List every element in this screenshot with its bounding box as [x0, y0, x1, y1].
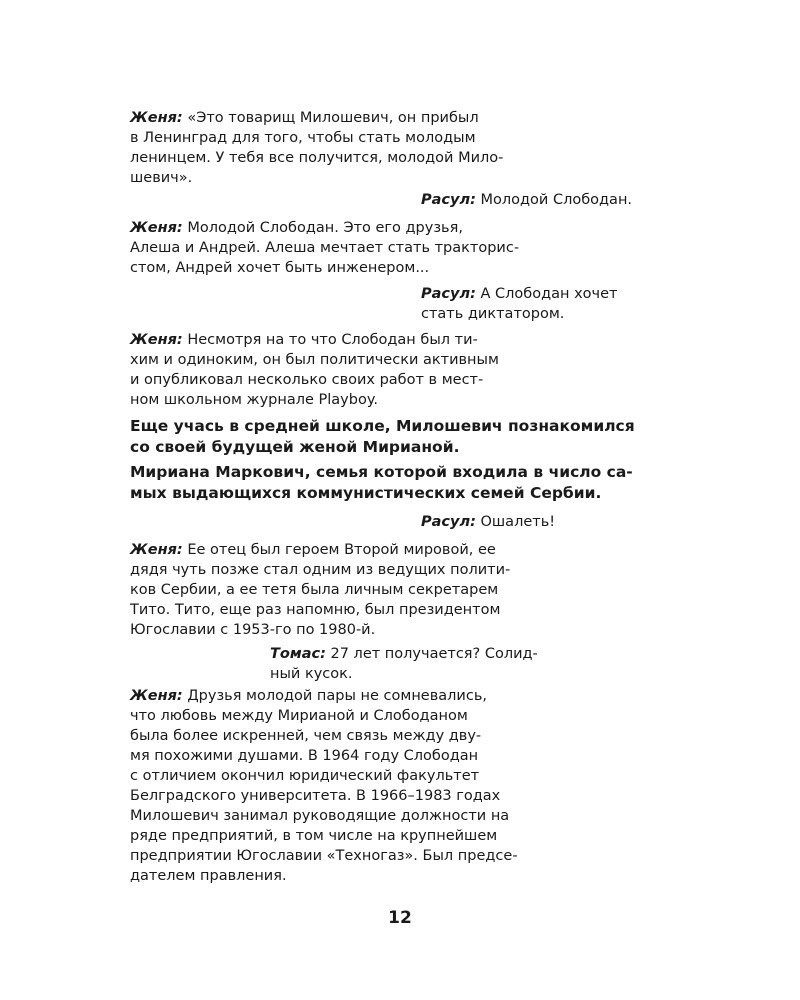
speaker-name: Женя: [130, 110, 183, 126]
text-line: Расул: А Слободан хочет [421, 286, 618, 302]
text-line: и опубликовал несколько своих работ в мест- [130, 372, 484, 388]
speaker-name: Женя: [130, 688, 183, 704]
dialogue-rasul-2 [421, 284, 618, 324]
speaker-name: Женя: [130, 332, 183, 348]
text-line: с отличием окончил юридический факультет [130, 768, 480, 784]
dialogue-tomas-1 [270, 644, 538, 684]
dialogue-zhenya-1 [130, 108, 503, 188]
text-line: мя похожими душами. В 1964 году Слободан [130, 748, 479, 764]
text-line: в Ленинград для того, чтобы стать молодым [130, 130, 476, 146]
text-line: Женя: Ее отец был героем Второй мировой, ее [130, 542, 496, 558]
text-line: была более искренней, чем связь между дву- [130, 728, 482, 744]
text-line: Тито. Тито, еще раз напомню, был президентом [130, 602, 501, 618]
text-line: Томас: 27 лет получается? Солид- [270, 646, 538, 662]
text-line: Расул: Ошалеть! [421, 514, 556, 530]
text-line: стать диктатором. [421, 306, 565, 322]
text-line: Югославии с 1953-го по 1980-й. [130, 622, 376, 638]
dialogue-zhenya-5 [130, 686, 518, 886]
text-line: Женя: «Это товарищ Милошевич, он прибыл [130, 110, 479, 126]
text-line: что любовь между Мирианой и Слободаном [130, 708, 468, 724]
narration-1 [130, 416, 635, 458]
text-line: Расул: Молодой Слободан. [421, 192, 633, 208]
speaker-name: Женя: [130, 220, 183, 236]
dialogue-rasul-3 [421, 512, 555, 532]
speaker-name: Томас: [270, 646, 326, 662]
text-line: Милошевич занимал руководящие должности на [130, 808, 510, 824]
narration-line: мых выдающихся коммунистических семей Сербии. [130, 484, 602, 502]
text-line: Женя: Молодой Слободан. Это его друзья, [130, 220, 463, 236]
text-line: ленинцем. У тебя все получится, молодой Мило- [130, 150, 504, 166]
dialogue-zhenya-4 [130, 540, 510, 640]
text-line: ряде предприятий, в том числе на крупнейшем [130, 828, 498, 844]
speaker-name: Расул: [421, 192, 476, 208]
text-line: предприятии Югославии «Техногаз». Был предсе- [130, 848, 518, 864]
narration-line: Мириана Маркович, семья которой входила в число са- [130, 463, 633, 481]
speaker-name: Расул: [421, 514, 476, 530]
text-line: Женя: Несмотря на то что Слободан был ти- [130, 332, 478, 348]
dialogue-zhenya-2 [130, 218, 519, 278]
speaker-name: Расул: [421, 286, 476, 302]
text-line: дядя чуть позже стал одним из ведущих полити- [130, 562, 511, 578]
speaker-name: Женя: [130, 542, 183, 558]
narration-line: со своей будущей женой Мирианой. [130, 438, 460, 456]
text-line: ный кусок. [270, 666, 353, 682]
text-line: Алеша и Андрей. Алеша мечтает стать тракторис- [130, 240, 520, 256]
dialogue-rasul-1 [421, 190, 632, 210]
text-line: Белградского университета. В 1966–1983 годах [130, 788, 501, 804]
text-line: хим и одиноким, он был политически активным [130, 352, 499, 368]
text-line: стом, Андрей хочет быть инженером... [130, 260, 430, 276]
text-line: ном школьном журнале Playboy. [130, 392, 378, 408]
narration-line: Еще учась в средней школе, Милошевич познакомился [130, 417, 635, 435]
text-line: ков Сербии, а ее тетя была личным секретарем [130, 582, 499, 598]
text-line: дателем правления. [130, 868, 287, 884]
narration-2 [130, 462, 633, 504]
text-line: шевич». [130, 170, 193, 186]
page-number: 12 [388, 908, 412, 928]
text-line: Женя: Друзья молодой пары не сомневались, [130, 688, 487, 704]
dialogue-zhenya-3 [130, 330, 499, 410]
